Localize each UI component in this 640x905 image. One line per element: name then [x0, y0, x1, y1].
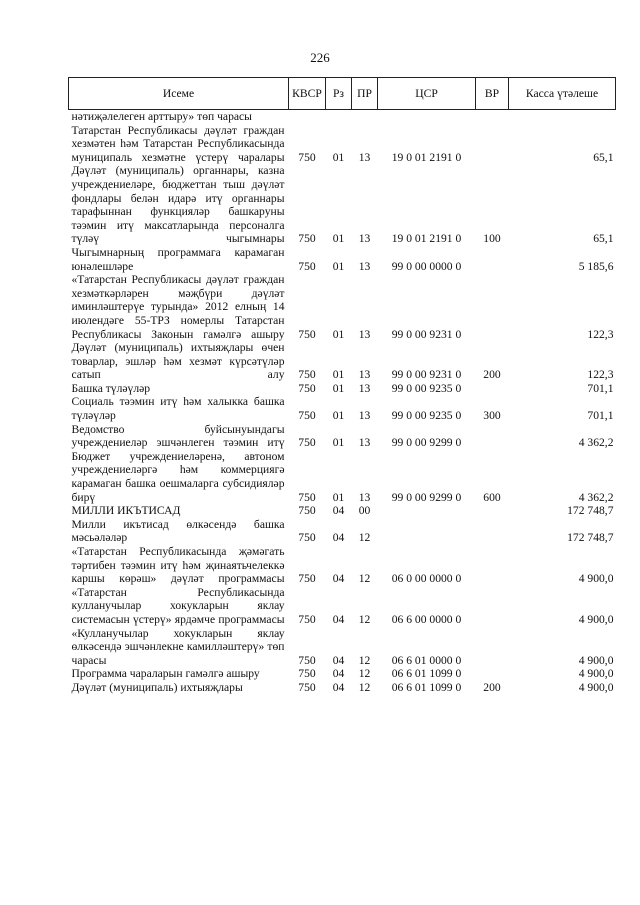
- table-row: [69, 110, 616, 124]
- cell-kassa: 4 900,0: [578, 572, 614, 586]
- cell-csr: 99 0 00 0000 0: [391, 259, 462, 273]
- cell-kvsr: 750: [298, 259, 316, 273]
- table-header: [69, 78, 616, 110]
- cell-pr: 12: [358, 531, 371, 545]
- table-row: [69, 586, 616, 627]
- header-kvsr: КВСР: [289, 78, 326, 110]
- cell-kassa: 5 185,6: [578, 259, 614, 273]
- cell-kvsr: 750: [298, 612, 316, 626]
- cell-pr: 12: [358, 653, 371, 667]
- table-row: [69, 681, 616, 695]
- cell-kassa: 4 900,0: [578, 653, 614, 667]
- table-row: [69, 164, 616, 246]
- cell-rz: 04: [332, 572, 345, 586]
- cell-vr: [476, 545, 509, 586]
- cell-kvsr: 750: [298, 680, 316, 694]
- cell-csr: 19 0 01 2191 0: [391, 232, 462, 246]
- cell-csr: [378, 110, 476, 124]
- cell-csr: 06 6 01 1099 0: [391, 680, 462, 694]
- cell-csr: 99 0 00 9235 0: [391, 381, 462, 395]
- cell-vr: 300: [483, 409, 501, 423]
- cell-name: Татарстан Республикасы дәүләт граждан хезмәтен һәм Татарстан Республикасында муниципаль хезмәтне үстерү чаралары: [71, 123, 285, 164]
- cell-pr: 13: [358, 436, 371, 450]
- table-row: [69, 504, 616, 518]
- header-pr: ПР: [352, 78, 378, 110]
- header-vr: ВР: [476, 78, 509, 110]
- cell-kvsr: 750: [298, 327, 316, 341]
- cell-rz: 04: [332, 680, 345, 694]
- cell-rz: 04: [332, 531, 345, 545]
- cell-name: Милли икътисад өлкәсендә башка мәсьәләләр: [71, 517, 285, 545]
- cell-pr: 13: [358, 327, 371, 341]
- cell-kassa: 172 748,7: [567, 504, 614, 518]
- cell-name: Чыгымнарның программага карамаган юнәлешләре: [71, 245, 285, 273]
- cell-name: МИЛЛИ ИКЪТИСАД: [71, 504, 181, 518]
- cell-rz: 01: [332, 490, 345, 504]
- cell-rz: 01: [332, 436, 345, 450]
- table-row: [69, 545, 616, 586]
- cell-name: Программа чараларын гамәлгә ашыру: [71, 667, 260, 681]
- cell-kassa: 4 900,0: [578, 612, 614, 626]
- cell-rz: 04: [332, 504, 345, 518]
- header-name: Исеме: [69, 78, 289, 110]
- cell-pr: 12: [358, 572, 371, 586]
- cell-rz: 04: [332, 667, 345, 681]
- cell-kvsr: 750: [298, 572, 316, 586]
- cell-pr: 13: [358, 409, 371, 423]
- cell-kvsr: 750: [298, 490, 316, 504]
- table-row: [69, 395, 616, 422]
- cell-csr: 99 0 00 9299 0: [391, 490, 462, 504]
- cell-kvsr: 750: [298, 381, 316, 395]
- cell-csr: 06 6 00 0000 0: [391, 612, 462, 626]
- cell-name: Дәүләт (муниципаль) ихтыяҗлары: [71, 680, 243, 694]
- cell-pr: [352, 110, 378, 124]
- cell-pr: 13: [358, 368, 371, 382]
- cell-pr: 13: [358, 490, 371, 504]
- table-row: [69, 667, 616, 681]
- cell-kvsr: 750: [298, 667, 316, 681]
- cell-rz: 01: [332, 368, 345, 382]
- cell-vr: [476, 627, 509, 668]
- cell-kassa: 65,1: [593, 232, 614, 246]
- cell-vr: 100: [483, 232, 501, 246]
- table-body: [69, 110, 616, 695]
- cell-vr: [476, 110, 509, 124]
- cell-kassa: 4 362,2: [578, 436, 614, 450]
- cell-pr: 13: [358, 232, 371, 246]
- cell-kvsr: 750: [298, 232, 316, 246]
- cell-csr: 99 0 00 9231 0: [391, 327, 462, 341]
- cell-kvsr: 750: [298, 150, 316, 164]
- cell-name: Ведомство буйсынуындагы учреждениеләр эшчәнлеген тәэмин итү: [71, 422, 285, 450]
- cell-rz: [326, 110, 352, 124]
- cell-kassa: 4 900,0: [578, 680, 614, 694]
- cell-kassa: 4 362,2: [578, 490, 614, 504]
- cell-kassa: 701,1: [587, 381, 614, 395]
- cell-vr: [476, 246, 509, 273]
- cell-csr: 99 0 00 9231 0: [391, 368, 462, 382]
- header-csr: ЦСР: [378, 78, 476, 110]
- cell-rz: 04: [332, 612, 345, 626]
- cell-pr: 12: [358, 667, 371, 681]
- header-kassa: Касса үтәлеше: [509, 78, 616, 110]
- cell-kvsr: 750: [298, 436, 316, 450]
- cell-kvsr: 750: [298, 368, 316, 382]
- cell-kvsr: 750: [298, 409, 316, 423]
- cell-rz: 01: [332, 259, 345, 273]
- cell-name: «Татарстан Республикасында кулланучылар хокукларын яклау системасын үстерү» ярдәмче программасы: [71, 585, 285, 626]
- cell-csr: 06 6 01 1099 0: [391, 667, 462, 681]
- cell-kassa: 122,3: [587, 368, 614, 382]
- cell-name: Бюджет учреждениеләренә, автоном учреждениеләргә һәм коммерциягә карамаган башка оешмаларга субсидияләр бирү: [71, 449, 285, 504]
- cell-vr: [476, 518, 509, 545]
- cell-vr: 200: [483, 680, 501, 694]
- cell-kassa: 4 900,0: [578, 667, 614, 681]
- cell-vr: [476, 586, 509, 627]
- cell-pr: 00: [358, 504, 371, 518]
- page-number: 226: [310, 50, 330, 65]
- cell-csr: [378, 504, 476, 518]
- cell-kassa: 65,1: [593, 150, 614, 164]
- cell-kvsr: 750: [298, 504, 316, 518]
- cell-rz: 01: [332, 150, 345, 164]
- cell-rz: 01: [332, 327, 345, 341]
- cell-pr: 12: [358, 612, 371, 626]
- table-row: [69, 423, 616, 450]
- cell-vr: [476, 423, 509, 450]
- cell-pr: 13: [358, 381, 371, 395]
- cell-vr: 600: [483, 490, 501, 504]
- cell-name: Дәүләт (муниципаль) органнары, казна учреждениеләре, бюджеттан тыш дәүләт фондлары белән идарә итү органнары тарафыннан функцияләр башкаруны тәэмин итү максатларында персоналга түләү чыгымнары: [71, 164, 285, 246]
- table-row: [69, 627, 616, 668]
- cell-kassa: 172 748,7: [567, 531, 614, 545]
- cell-name: нәтиҗәлелеген арттыру» төп чарасы: [71, 110, 252, 123]
- budget-table: [68, 77, 616, 695]
- cell-name: Башка түләүләр: [71, 381, 151, 395]
- cell-vr: [476, 382, 509, 396]
- cell-vr: [476, 667, 509, 681]
- table-row: [69, 273, 616, 341]
- table-row: [69, 518, 616, 545]
- cell-rz: 01: [332, 381, 345, 395]
- cell-vr: [476, 273, 509, 341]
- cell-kvsr: 750: [298, 653, 316, 667]
- cell-rz: 04: [332, 653, 345, 667]
- cell-kassa: 701,1: [587, 409, 614, 423]
- table-row: [69, 124, 616, 165]
- cell-pr: 13: [358, 259, 371, 273]
- cell-kvsr: 750: [298, 531, 316, 545]
- cell-kassa: [509, 110, 616, 124]
- cell-vr: [476, 504, 509, 518]
- cell-csr: 99 0 00 9235 0: [391, 409, 462, 423]
- cell-pr: 12: [358, 680, 371, 694]
- cell-csr: 06 0 00 0000 0: [391, 572, 462, 586]
- cell-kvsr: [289, 110, 326, 124]
- cell-vr: [476, 124, 509, 165]
- cell-kassa: 122,3: [587, 327, 614, 341]
- cell-rz: 01: [332, 409, 345, 423]
- header-rz: Рз: [326, 78, 352, 110]
- cell-csr: 19 0 01 2191 0: [391, 150, 462, 164]
- table-row: [69, 246, 616, 273]
- table-row: [69, 382, 616, 396]
- cell-pr: 13: [358, 150, 371, 164]
- table-row: [69, 341, 616, 382]
- cell-csr: 06 6 01 0000 0: [391, 653, 462, 667]
- cell-name: «Татарстан Республикасы дәүләт граждан хезмәткәрләрен мәҗбүри дәүләт иминләштерүе турында» 2012 елның 14 июлендәге 55-ТРЗ номерлы Татарстан Республикасы Законын гамәлгә ашыру: [71, 273, 285, 341]
- table-row: [69, 450, 616, 504]
- cell-name: Социаль тәэмин итү һәм халыкка башка түләүләр: [71, 395, 285, 423]
- cell-vr: 200: [483, 368, 501, 382]
- cell-csr: 99 0 00 9299 0: [391, 436, 462, 450]
- cell-csr: [378, 518, 476, 545]
- cell-name: «Татарстан Республикасында җәмәгать тәртибен тәэмин итү һәм җинаятьчелеккә каршы көрәш» дәүләт программасы: [71, 545, 285, 586]
- cell-rz: 01: [332, 232, 345, 246]
- cell-name: «Кулланучылар хокукларын яклау өлкәсендә эшчәнлекне камилләштерү» төп чарасы: [71, 626, 285, 667]
- cell-name: Дәүләт (муниципаль) ихтыяҗлары өчен товарлар, эшләр һәм хезмәт күрсәтүләр сатып алу: [71, 341, 285, 382]
